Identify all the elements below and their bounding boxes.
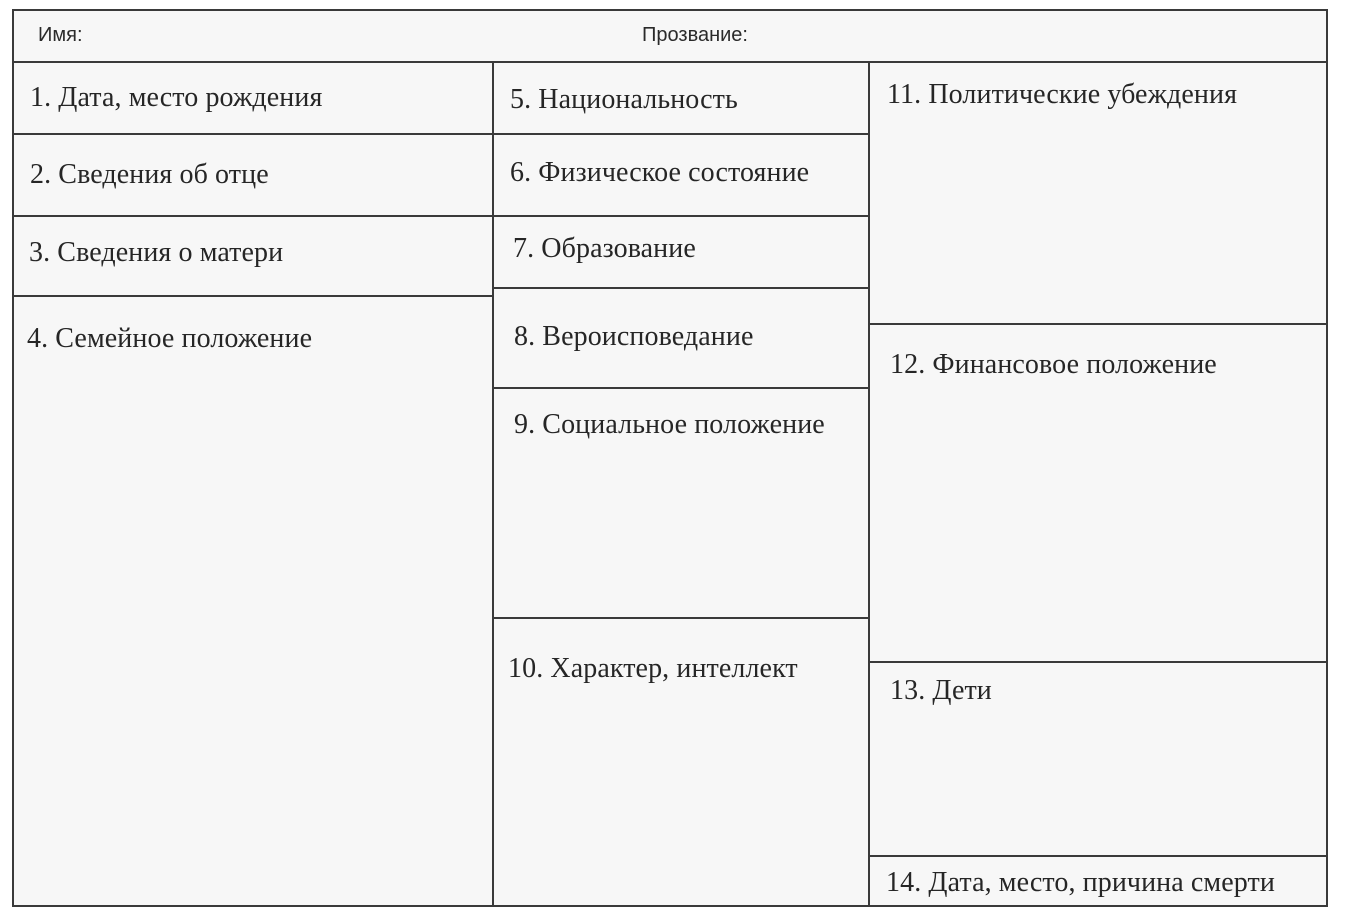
- field-physical-condition: [494, 135, 870, 217]
- field-death-info: [870, 857, 1326, 905]
- field-label: 13. Дети: [890, 675, 992, 706]
- field-social-status: [494, 389, 870, 619]
- field-label: 12. Финансовое положение: [890, 349, 1217, 380]
- nickname-label: Прозвание:: [642, 24, 748, 46]
- field-label: 11. Политические убеждения: [887, 79, 1238, 110]
- field-children: [870, 663, 1326, 857]
- field-label: 7. Образование: [513, 233, 696, 264]
- field-label: 3. Сведения о матери: [29, 237, 284, 268]
- field-label: 4. Семейное положение: [27, 323, 313, 354]
- field-label: 2. Сведения об отце: [30, 159, 269, 190]
- field-label: 6. Физическое состояние: [510, 157, 810, 188]
- field-marital-status: [14, 297, 494, 905]
- field-religion: [494, 289, 870, 389]
- field-label: 14. Дата, место, причина смерти: [886, 867, 1275, 898]
- field-education: [494, 217, 870, 289]
- field-label: 1. Дата, место рождения: [30, 82, 323, 113]
- character-form: [12, 9, 1328, 907]
- field-label: 9. Социальное положение: [514, 409, 825, 440]
- form-header: [14, 11, 1326, 63]
- field-label: 8. Вероисповедание: [514, 321, 754, 352]
- field-nationality: [494, 63, 870, 135]
- field-label: 10. Характер, интеллект: [508, 653, 798, 684]
- field-financial-status: [870, 325, 1326, 663]
- field-birth-date-place: [14, 63, 494, 135]
- field-father-info: [14, 135, 494, 217]
- field-character-intellect: [494, 619, 870, 905]
- name-label: Имя:: [38, 24, 83, 46]
- field-mother-info: [14, 217, 494, 297]
- field-political-views: [870, 63, 1326, 325]
- field-label: 5. Национальность: [510, 84, 738, 115]
